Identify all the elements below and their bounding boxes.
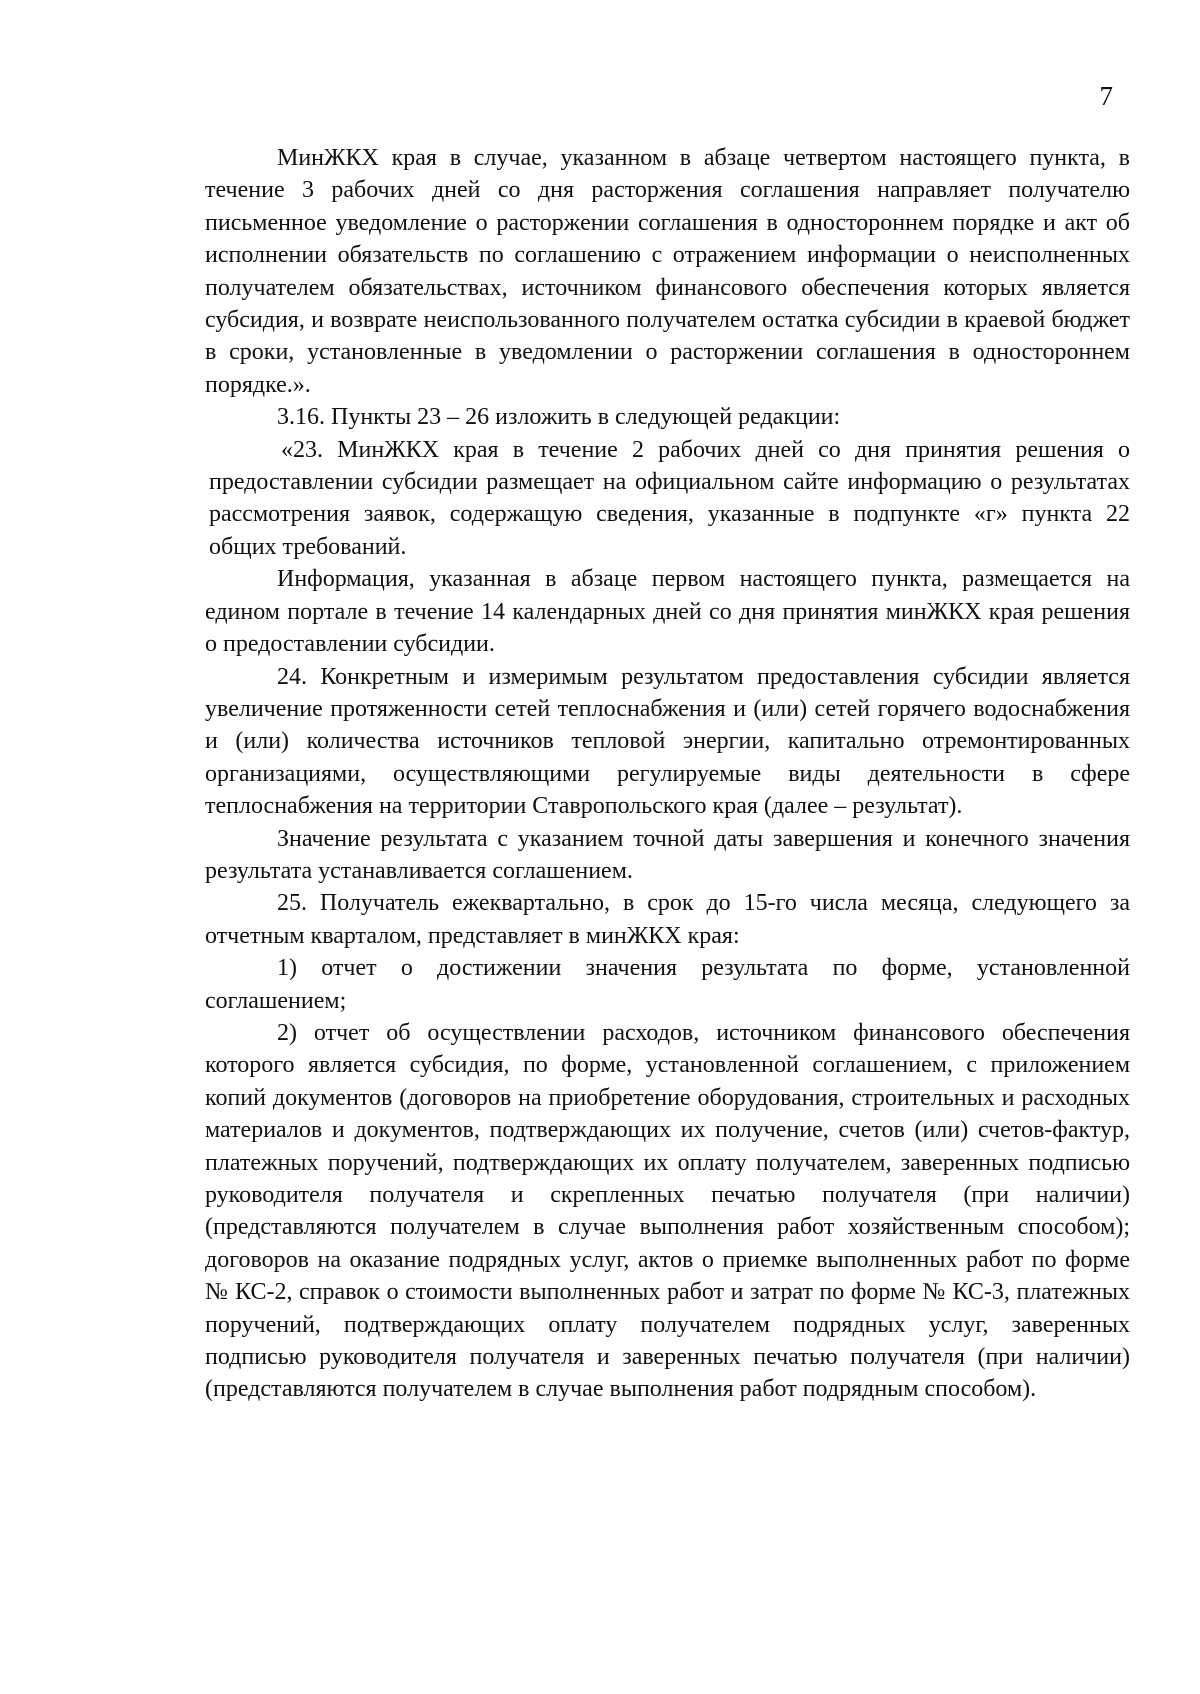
paragraph-25: 25. Получатель ежеквартально, в срок до 15-го числа месяца, следующего за отчетным кварталом, представляет в минЖКХ края: [205, 890, 1130, 949]
paragraph-23-portal: Информация, указанная в абзаце первом настоящего пункта, размещается на едином портале в течение 14 календарных дней со дня принятия минЖКХ края решения о предоставлении субсидии. [205, 566, 1130, 658]
paragraph-24-value: Значение результата с указанием точной даты завершения и конечного значения результата устанавливается соглашением. [205, 825, 1130, 884]
document-body [205, 142, 1130, 1406]
paragraph-3-16: 3.16. Пункты 23 – 26 изложить в следующей редакции: [277, 404, 841, 431]
paragraph-25-item-1: 1) отчет о достижении значения результата по форме, установленной соглашением; [205, 955, 1130, 1014]
paragraph-25-item-2: 2) отчет об осуществлении расходов, источником финансового обеспечения которого является субсидия, по форме, установленной соглашением, с приложением копий документов (договоров на приобретение оборудования, строительных и расходных материалов и документов, подтверждающих их получение, счетов (или) счетов-фактур, платежных поручений, подтверждающих их оплату получателем, заверенных подписью руководителя получателя и скрепленных печатью получателя (при наличии) (представляются получателем в случае выполнения работ хозяйственным способом); договоров на оказание подрядных услуг, актов о приемке выполненных работ по форме № КС-2, справок о стоимости выполненных работ и затрат по форме № КС-3, платежных поручений, подтверждающих оплату получателем подрядных услуг, заверенных подписью руководителя получателя и заверенных печатью получателя (при наличии) (представляются получателем в случае выполнения работ подрядным способом). [205, 1019, 1130, 1403]
paragraph-24: 24. Конкретным и измеримым результатом предоставления субсидии является увеличение протяженности сетей теплоснабжения и (или) сетей горячего водоснабжения и (или) количества источников тепловой энергии, капитально отремонтированных организациями, осуществляющими регулируемые виды деятельности в сфере теплоснабжения на территории Ставропольского края (далее – результат). [205, 663, 1130, 820]
paragraph-termination-notice: МинЖКХ края в случае, указанном в абзаце четвертом настоящего пункта, в течение 3 рабочих дней со дня расторжения соглашения направляет получателю письменное уведомление о расторжении соглашения в одностороннем порядке и акт об исполнении обязательств по соглашению с отражением информации о неисполненных получателем обязательствах, источником финансового обеспечения которых является субсидия, и возврате неиспользованного получателем остатка субсидии в краевой бюджет в сроки, установленные в уведомлении о расторжении соглашения в одностороннем порядке.». [205, 145, 1130, 398]
page-number: 7 [1099, 81, 1113, 111]
paragraph-23: «23. МинЖКХ края в течение 2 рабочих дней со дня принятия решения о предоставлении субсидии размещает на официальном сайте информацию о результатах рассмотрения заявок, содержащую сведения, указанные в подпункте «г» пункта 22 общих требований. [209, 436, 1130, 560]
